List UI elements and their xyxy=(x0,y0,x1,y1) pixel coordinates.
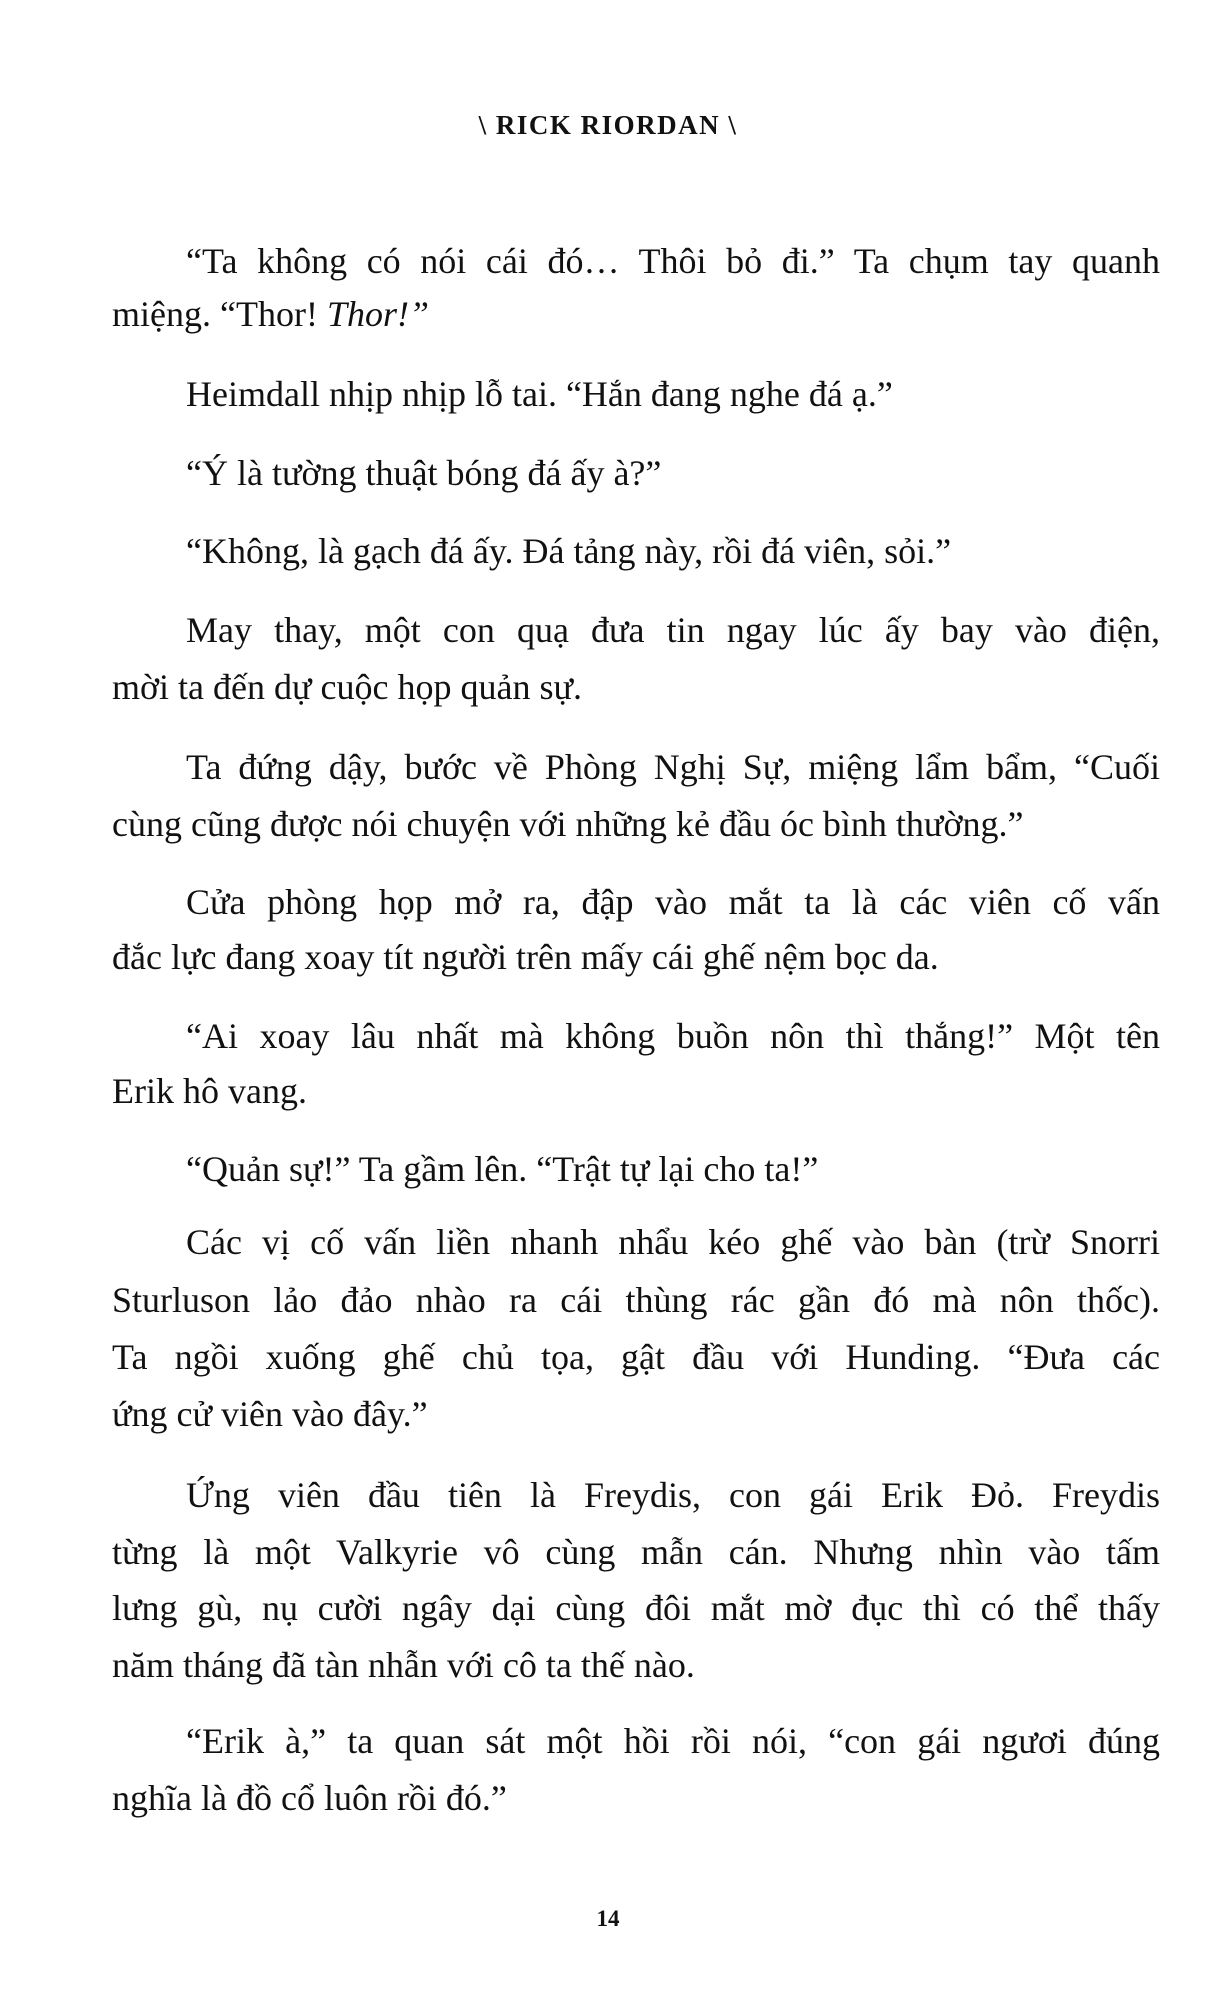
text-line: mời ta đến dự cuộc họp quản sự. xyxy=(112,667,582,707)
text-line: “Ai xoay lâu nhất mà không buồn nôn thì thắng!” Một tên xyxy=(186,1016,1160,1056)
text-line: Sturluson lảo đảo nhào ra cái thùng rác gần đó mà nôn thốc). xyxy=(112,1280,1160,1320)
text-line: Ta đứng dậy, bước về Phòng Nghị Sự, miệng lẩm bẩm, “Cuối xyxy=(186,747,1160,787)
text-line xyxy=(112,286,429,342)
text-segment: miệng. “Thor! xyxy=(112,294,327,334)
text-line: cùng cũng được nói chuyện với những kẻ đầu óc bình thường.” xyxy=(112,804,1024,844)
italic-text: Thor!” xyxy=(326,294,429,334)
text-line: Các vị cố vấn liền nhanh nhẩu kéo ghế vào bàn (trừ Snorri xyxy=(186,1222,1160,1262)
page-number: 14 xyxy=(596,1906,620,1931)
text-line: năm tháng đã tàn nhẫn với cô ta thế nào. xyxy=(112,1645,695,1685)
text-line: đắc lực đang xoay tít người trên mấy cái ghế nệm bọc da. xyxy=(112,937,939,977)
text-line: “Không, là gạch đá ấy. Đá tảng này, rồi đá viên, sỏi.” xyxy=(186,531,952,571)
text-line: “Ý là tường thuật bóng đá ấy à?” xyxy=(186,453,662,493)
text-line: Ứng viên đầu tiên là Freydis, con gái Erik Đỏ. Freydis xyxy=(186,1475,1160,1515)
text-line: Heimdall nhịp nhịp lỗ tai. “Hắn đang nghe đá ạ.” xyxy=(186,374,893,414)
text-line: lưng gù, nụ cười ngây dại cùng đôi mắt mờ đục thì có thể thấy xyxy=(112,1588,1160,1628)
text-line: “Ta không có nói cái đó… Thôi bỏ đi.” Ta chụm tay quanh xyxy=(186,241,1160,281)
text-line: ứng cử viên vào đây.” xyxy=(112,1394,428,1434)
text-line: từng là một Valkyrie vô cùng mẫn cán. Nhưng nhìn vào tấm xyxy=(112,1532,1160,1572)
text-line: “Erik à,” ta quan sát một hồi rồi nói, “con gái ngươi đúng xyxy=(186,1721,1160,1761)
text-line: nghĩa là đồ cổ luôn rồi đó.” xyxy=(112,1778,507,1818)
text-line: “Quản sự!” Ta gầm lên. “Trật tự lại cho ta!” xyxy=(186,1149,819,1189)
text-line: Ta ngồi xuống ghế chủ tọa, gật đầu với Hunding. “Đưa các xyxy=(112,1337,1160,1377)
text-line: Erik hô vang. xyxy=(112,1071,307,1111)
text-line: May thay, một con quạ đưa tin ngay lúc ấy bay vào điện, xyxy=(186,610,1160,650)
text-line: Cửa phòng họp mở ra, đập vào mắt ta là các viên cố vấn xyxy=(186,882,1160,922)
running-header: \ RICK RIORDAN \ xyxy=(478,110,738,140)
